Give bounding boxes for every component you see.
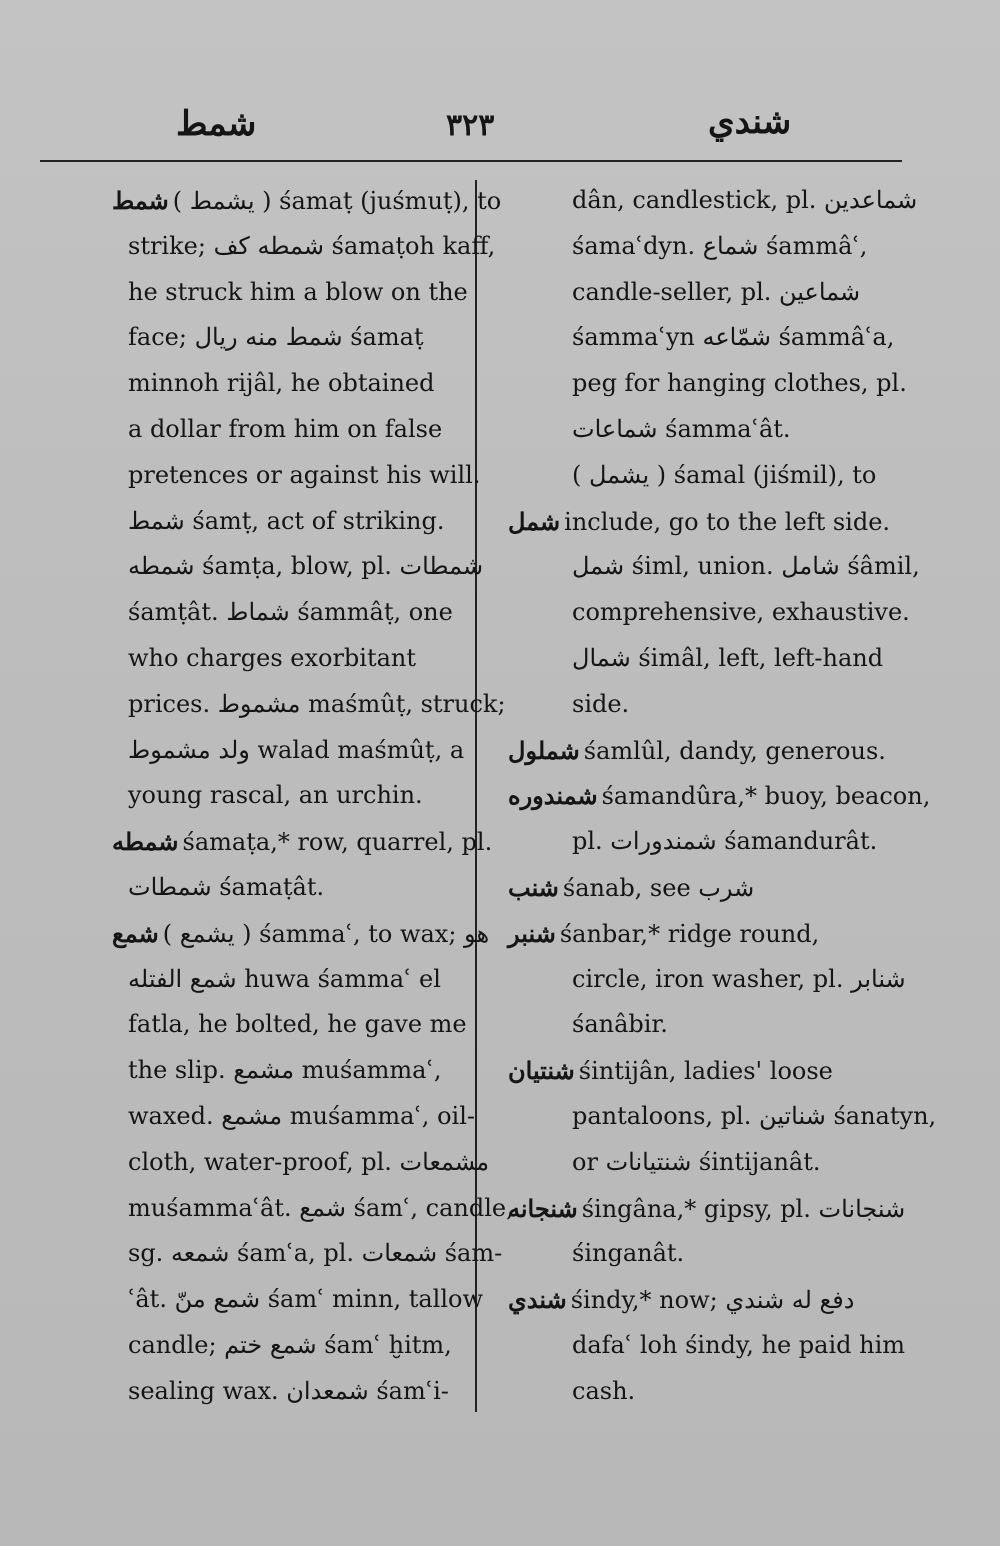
headword: شنبر	[508, 918, 556, 948]
entry-line	[508, 682, 898, 728]
entry-text: شمط śamṭ, act of striking.	[128, 506, 445, 535]
entry-line	[508, 407, 898, 453]
entry-line	[508, 224, 898, 270]
entry-line	[112, 682, 506, 728]
entry-text: cloth, water-proof, pl. مشمعات	[128, 1147, 490, 1176]
entry-line	[508, 544, 920, 590]
entry-line	[112, 636, 470, 682]
entry-text: شمطه śamṭa, blow, pl. شمطات	[128, 552, 484, 581]
entry-text: minnoh rijâl, he obtained	[128, 369, 435, 398]
entry-text: waxed. مشمع muśammaʿ, oil-	[128, 1101, 475, 1130]
running-head-left: شمط	[176, 104, 257, 144]
entry-text: śingâna,* gipsy, pl. شنجانات	[581, 1194, 906, 1223]
headword: شمط	[112, 186, 169, 215]
entry-line	[112, 1048, 470, 1094]
entry-text: muśammaʿât. شمع śamʿ, candle,	[128, 1193, 514, 1222]
entry-text: śinganât.	[572, 1239, 685, 1268]
entry-line	[112, 957, 470, 1003]
entry-text: ( يشمل ) śamal (jiśmil), to	[572, 460, 877, 489]
entry-line	[508, 819, 898, 865]
entry-line	[112, 315, 470, 361]
entry-line	[112, 1094, 475, 1140]
entry-line	[112, 865, 470, 911]
entry-line	[508, 590, 910, 636]
entry-text: śanab, see شرب	[562, 873, 755, 902]
entry-line	[508, 957, 906, 1003]
entry-line	[112, 1186, 514, 1232]
entry-text: pantaloons, pl. شناتين śanatyn,	[572, 1101, 937, 1130]
entry-text: comprehensive, exhaustive.	[572, 598, 910, 627]
entry-text: ( يشمع ) śammaʿ, to wax; هو	[162, 919, 490, 948]
entry-line	[112, 361, 470, 407]
entry-line	[508, 865, 898, 911]
entry-line	[508, 315, 898, 361]
entry-line	[508, 1094, 937, 1140]
running-head-right: شندي	[708, 102, 792, 142]
entry-line	[112, 544, 484, 590]
entry-text: śanbar,* ridge round,	[559, 919, 820, 948]
entry-text: cash.	[572, 1376, 636, 1405]
headword: شمطه	[112, 827, 179, 857]
entry-text: śamṭât. شماط śammâṭ, one	[128, 598, 453, 627]
entry-line	[508, 499, 898, 545]
entry-line	[112, 590, 470, 636]
entry-text: شماعات śammaʿât.	[572, 414, 791, 443]
entry-line	[508, 453, 898, 499]
entry-text: strike; شمطه كف śamaṭoh kaff,	[128, 231, 496, 260]
entry-line	[508, 728, 898, 774]
entry-text: śamlûl, dandy, generous.	[583, 736, 886, 765]
entry-text: young rascal, an urchin.	[128, 781, 423, 810]
entry-line	[508, 1140, 898, 1186]
entry-line	[508, 1277, 898, 1323]
entry-line	[112, 1369, 470, 1415]
entry-text: side.	[572, 689, 630, 718]
entry-line	[508, 270, 898, 316]
entry-line	[112, 1323, 470, 1369]
entry-line	[508, 1002, 898, 1048]
headword: شمل	[508, 506, 561, 536]
entry-line	[508, 911, 898, 957]
headword: شمندوره	[508, 781, 598, 811]
left-column	[112, 178, 514, 1415]
entry-line	[112, 270, 470, 316]
entry-text: śamaʿdyn. شماع śammâʿ,	[572, 231, 868, 260]
entry-text: fatla, he bolted, he gave me	[128, 1010, 467, 1039]
entry-text: prices. مشموط maśmûṭ, struck;	[128, 689, 506, 718]
headword: شنتيان	[508, 1056, 575, 1086]
headword: شمع	[112, 918, 159, 948]
entry-line	[508, 1369, 898, 1415]
entry-text: who charges exorbitant	[128, 643, 417, 672]
headword: شندي	[508, 1285, 567, 1315]
entry-text: شمل śiml, union. شامل śâmil,	[572, 552, 920, 581]
entry-text: śammaʿyn شمّاعه śammâʿa,	[572, 323, 895, 352]
entry-text: śamaṭa,* row, quarrel, pl.	[182, 828, 493, 857]
entry-text: include, go to the left side.	[564, 507, 891, 536]
entry-line	[112, 773, 470, 819]
entry-text: peg for hanging clothes, pl.	[572, 369, 907, 398]
entry-text: a dollar from him on false	[128, 414, 443, 443]
headword: شنب	[508, 872, 559, 902]
entry-text: or شنتيانات śintijanât.	[572, 1147, 821, 1176]
entry-text: pretences or against his will.	[128, 460, 481, 489]
entry-text: ( يشمط ) śamaṭ (juśmuṭ), to	[172, 187, 502, 215]
entry-line	[112, 1140, 490, 1186]
entry-text: dafaʿ loh śindy, he paid him	[572, 1330, 906, 1359]
entry-text: ولد مشموط walad maśmûṭ, a	[128, 735, 465, 764]
entry-line	[508, 1323, 906, 1369]
headword: شملول	[508, 735, 580, 765]
header-rule	[40, 160, 902, 162]
headword: شنجانه	[508, 1193, 578, 1223]
entry-line	[508, 773, 931, 819]
entry-line	[508, 1231, 898, 1277]
entry-line	[112, 1277, 484, 1323]
entry-text: candle-seller, pl. شماعين	[572, 277, 861, 306]
entry-text: dân, candlestick, pl. شماعدين	[572, 186, 918, 214]
entry-line	[508, 636, 898, 682]
entry-line	[112, 178, 502, 224]
entry-line	[508, 361, 907, 407]
entry-text: śamandûra,* buoy, beacon,	[601, 782, 931, 811]
entry-line	[508, 1186, 906, 1232]
entry-text: شمع الفتله huwa śammaʿ el	[128, 964, 441, 993]
entry-text: he struck him a blow on the	[128, 277, 468, 306]
entry-line	[508, 178, 918, 224]
entry-line	[112, 728, 470, 774]
entry-line	[112, 819, 493, 865]
page-number: ٣٢٣	[446, 108, 495, 143]
entry-text: candle; شمع ختم śamʿ ḫitm,	[128, 1330, 452, 1359]
entry-text: circle, iron washer, pl. شنابر	[572, 964, 906, 993]
entry-text: شمطات śamaṭât.	[128, 872, 325, 901]
entry-text: sealing wax. شمعدان śamʿi-	[128, 1376, 449, 1405]
entry-text: śindy,* now; دفع له شندي	[570, 1286, 855, 1315]
entry-line	[112, 1231, 503, 1277]
entry-text: the slip. مشمع muśammaʿ,	[128, 1056, 442, 1085]
entry-text: pl. شمندورات śamandurât.	[572, 827, 878, 856]
right-column	[508, 178, 937, 1415]
entry-line	[112, 453, 481, 499]
entry-text: sg. شمعه śamʿa, pl. شمعات śam-	[128, 1239, 503, 1268]
entry-line	[112, 1002, 470, 1048]
entry-line	[112, 407, 470, 453]
entry-text: śanâbir.	[572, 1010, 668, 1039]
entry-line	[112, 499, 470, 545]
entry-text: ʿât. شمع منّ śamʿ minn, tallow	[128, 1285, 484, 1314]
entry-line	[112, 911, 490, 957]
entry-line	[112, 224, 496, 270]
entry-text: śintijân, ladies' loose	[578, 1057, 833, 1086]
entry-text: face; شمط منه ريال śamaṭ	[128, 323, 424, 352]
entry-text: شمال śimâl, left, left-hand	[572, 643, 884, 672]
entry-line	[508, 1048, 898, 1094]
